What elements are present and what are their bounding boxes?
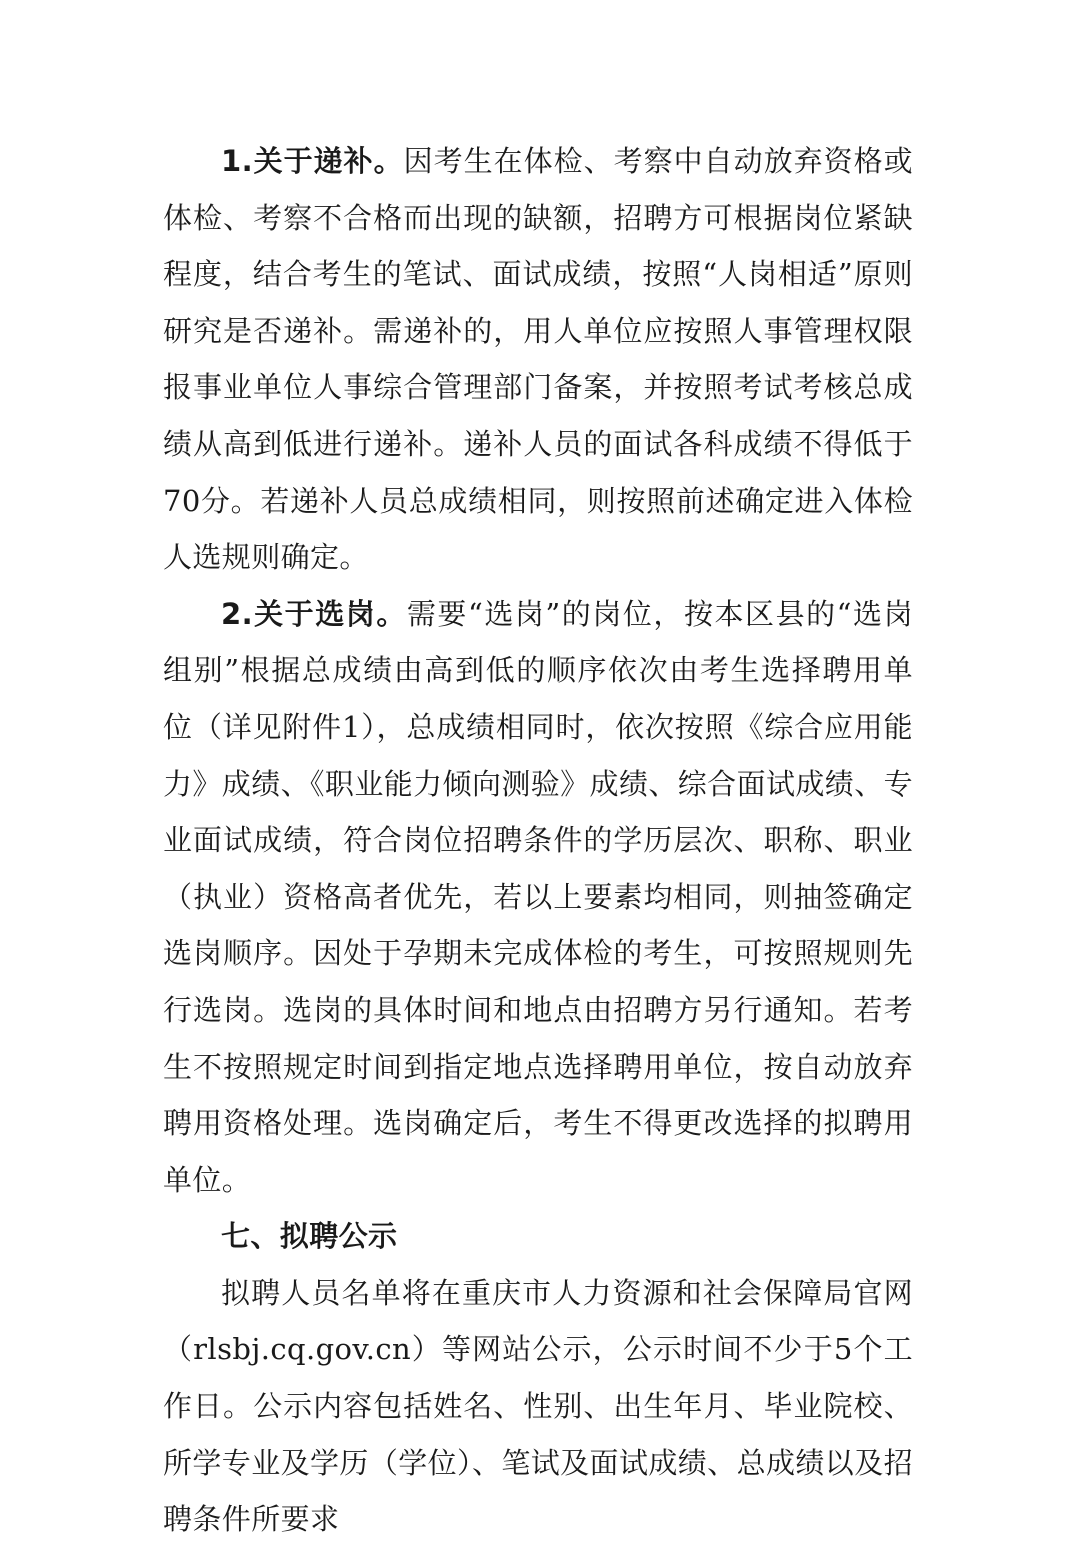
- supplement-body: 因考生在体检、考察中自动放弃资格或体检、考察不合格而出现的缺额，招聘方可根据岗位紧缺程度，结合考生的笔试、面试成绩，按照“人岗相适”原则研究是否递补。需递补的，用人单位应按照人事管理权限报事业单位人事综合管理部门备案，并按照考试考核总成绩从高到低进行递补。递补人员的面试各科成绩不得低于70分。若递补人员总成绩相同，则按照前述确定进入体检人选规则确定。: [163, 144, 913, 575]
- publicity-paragraph: 拟聘人员名单将在重庆市人力资源和社会保障局官网（rlsbj.cq.gov.cn）等网站公示，公示时间不少于5个工作日。公示内容包括姓名、性别、出生年月、毕业院校、所学专业及学历（学位）、笔试及面试成绩、总成绩以及招聘条件所要求: [163, 1275, 913, 1537]
- post-selection-lead: 2.关于选岗。: [221, 596, 407, 631]
- document-body: [163, 133, 913, 1548]
- supplement-paragraph: [163, 133, 913, 586]
- post-selection-paragraph: [163, 586, 913, 1209]
- post-selection-body: 需要“选岗”的岗位，按本区县的“选岗组别”根据总成绩由高到低的顺序依次由考生选择聘用单位（详见附件1），总成绩相同时，依次按照《综合应用能力》成绩、《职业能力倾向测验》成绩、综合面试成绩、专业面试成绩，符合岗位招聘条件的学历层次、职称、职业（执业）资格高者优先，若以上要素均相同，则抽签确定选岗顺序。因处于孕期未完成体检的考生，可按照规则先行选岗。选岗的具体时间和地点由招聘方另行通知。若考生不按照规定时间到指定地点选择聘用单位，按自动放弃聘用资格处理。选岗确定后，考生不得更改选择的拟聘用单位。: [163, 596, 913, 1197]
- publicity-heading: 七、拟聘公示: [221, 1219, 398, 1254]
- supplement-lead: 1.关于递补。: [221, 144, 404, 178]
